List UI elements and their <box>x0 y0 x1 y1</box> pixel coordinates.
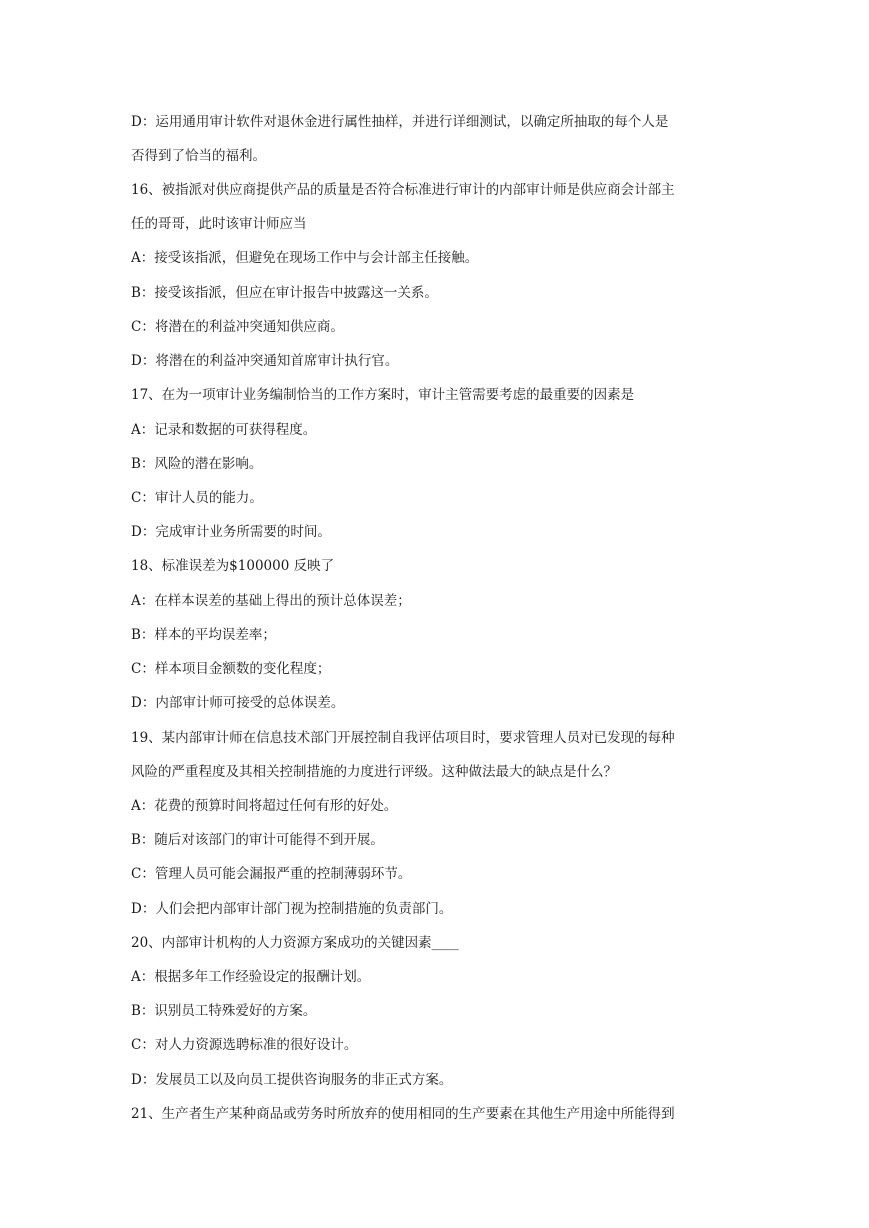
answer-option-line: C：审计人员的能力。 <box>131 490 263 506</box>
answer-option-line: C：将潜在的利益冲突通知供应商。 <box>131 319 344 335</box>
question-line: 任的哥哥，此时该审计师应当 <box>131 216 307 232</box>
answer-option-line: A：花费的预算时间将超过任何有形的好处。 <box>131 798 398 814</box>
answer-option-line: B：接受该指派，但应在审计报告中披露这一关系。 <box>131 285 438 301</box>
answer-option-line: A：根据多年工作经验设定的报酬计划。 <box>131 969 371 985</box>
answer-option-line: D：发展员工以及向员工提供咨询服务的非正式方案。 <box>131 1072 453 1088</box>
answer-option-line: C：管理人员可能会漏报严重的控制薄弱环节。 <box>131 866 412 882</box>
question-line: 20、内部审计机构的人力资源方案成功的关键因素____ <box>131 935 459 951</box>
answer-option-line: B：风险的潜在影响。 <box>131 456 263 472</box>
question-line: 17、在为一项审计业务编制恰当的工作方案时，审计主管需要考虑的最重要的因素是 <box>131 387 635 403</box>
question-line: 风险的严重程度及其相关控制措施的力度进行评级。这种做法最大的缺点是什么？ <box>131 764 617 780</box>
question-line: 18、标准误差为$100000 反映了 <box>131 558 335 574</box>
answer-option-line: D：人们会把内部审计部门视为控制措施的负责部门。 <box>131 901 453 917</box>
answer-option-line: A：接受该指派，但避免在现场工作中与会计部主任接触。 <box>131 250 479 266</box>
answer-option-line: A：在样本误差的基础上得出的预计总体误差； <box>131 593 411 609</box>
answer-option-line: B：随后对该部门的审计可能得不到开展。 <box>131 832 384 848</box>
question-line: 19、某内部审计师在信息技术部门开展控制自我评估项目时，要求管理人员对已发现的每种 <box>131 730 675 746</box>
answer-option-line: C：对人力资源选聘标准的很好设计。 <box>131 1037 358 1053</box>
answer-option-line: B：识别员工特殊爱好的方案。 <box>131 1003 317 1019</box>
question-line: 16、被指派对供应商提供产品的质量是否符合标准进行审计的内部审计师是供应商会计部主 <box>131 182 675 198</box>
answer-option-line: D：完成审计业务所需要的时间。 <box>131 524 331 540</box>
answer-option-line: D：内部审计师可接受的总体误差。 <box>131 695 345 711</box>
answer-option-line: B：样本的平均误差率； <box>131 627 276 643</box>
answer-option-line: D：将潜在的利益冲突通知首席审计执行官。 <box>131 353 399 369</box>
question-line: 21、生产者生产某种商品或劳务时所放弃的使用相同的生产要素在其他生产用途中所能得到 <box>131 1106 675 1122</box>
answer-option-line: D：运用通用审计软件对退休金进行属性抽样，并进行详细测试，以确定所抽取的每个人是 <box>131 114 669 130</box>
answer-option-line: C：样本项目金额数的变化程度； <box>131 661 331 677</box>
answer-option-line: 否得到了恰当的福利。 <box>131 148 266 164</box>
answer-option-line: A：记录和数据的可获得程度。 <box>131 422 317 438</box>
